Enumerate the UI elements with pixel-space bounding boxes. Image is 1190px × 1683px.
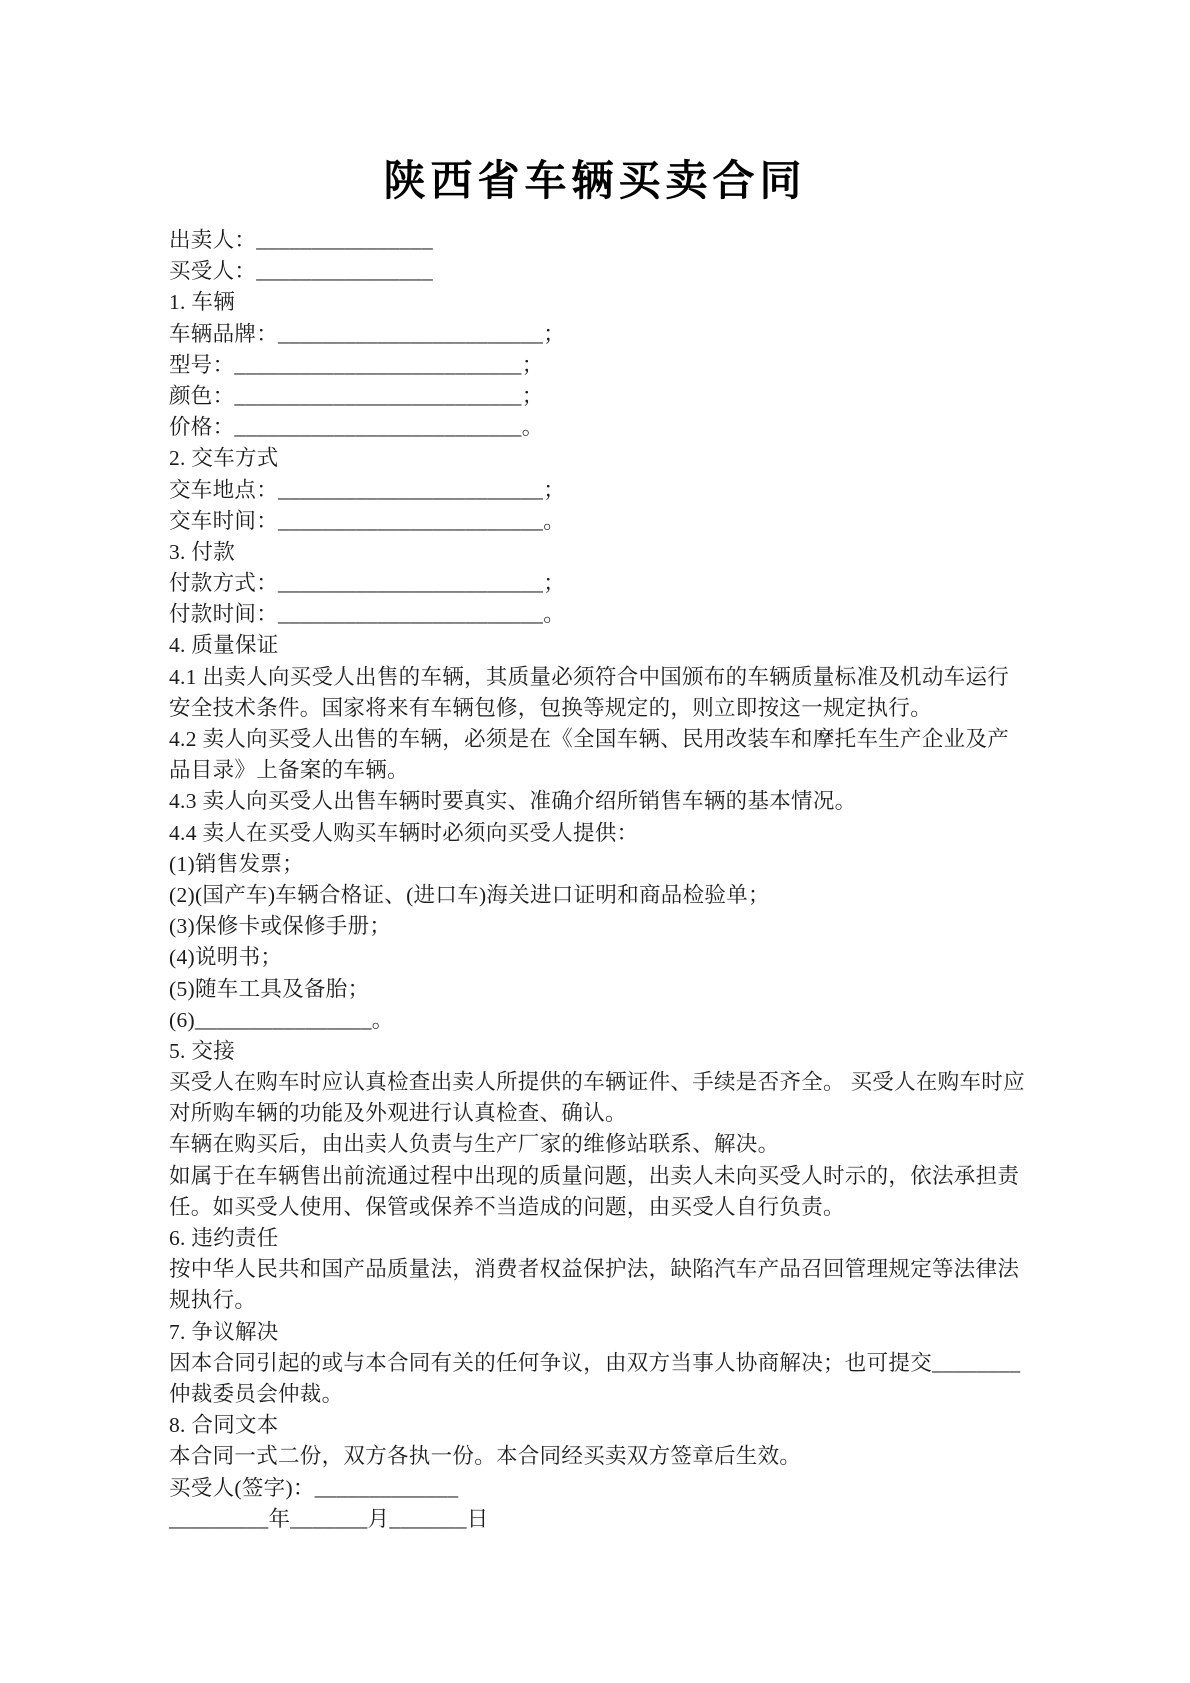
clause-5-line-5: 任。如买受人使用、保管或保养不当造成的问题，由买受人自行负责。 xyxy=(169,1194,845,1219)
clause-6-line-2: 规执行。 xyxy=(169,1288,257,1313)
document-title: 陕西省车辆买卖合同 xyxy=(383,159,807,205)
section-4-heading: 4. 质量保证 xyxy=(169,633,279,658)
delivery-place-field: 交车地点：________________________； xyxy=(169,477,566,502)
clause-6-line-1: 按中华人民共和国产品质量法，消费者权益保护法，缺陷汽车产品召回管理规定等法律法 xyxy=(169,1257,1020,1282)
clause-4-1-line-2: 安全技术条件。国家将来有车辆包修，包换等规定的，则立即按这一规定执行。 xyxy=(169,695,933,720)
provide-item-5: (5)随车工具及备胎； xyxy=(169,976,370,1001)
payment-method-field: 付款方式：________________________； xyxy=(169,571,566,596)
clause-5-line-2: 对所购车辆的功能及外观进行认真检查、确认。 xyxy=(169,1101,627,1126)
section-3-heading: 3. 付款 xyxy=(169,539,236,564)
section-7-heading: 7. 争议解决 xyxy=(169,1319,279,1344)
buyer-signature-field: 买受人(签字)：_____________ xyxy=(169,1475,459,1500)
date-field: _________年_______月_______日 xyxy=(169,1506,489,1531)
section-5-heading: 5. 交接 xyxy=(169,1038,236,1063)
contract-body xyxy=(169,225,1029,1535)
model-field: 型号：__________________________； xyxy=(169,352,544,377)
section-6-heading: 6. 违约责任 xyxy=(169,1226,279,1250)
clause-7-line-2: 仲裁委员会仲裁。 xyxy=(169,1381,344,1406)
payment-time-field: 付款时间：________________________。 xyxy=(169,602,566,627)
provide-item-2: (2)(国产车)车辆合格证、(进口车)海关进口证明和商品检验单； xyxy=(169,882,770,907)
provide-item-4: (4)说明书； xyxy=(169,945,283,970)
section-1-heading: 1. 车辆 xyxy=(169,290,236,315)
clause-4-4: 4.4 卖人在买受人购买车辆时必须向买受人提供： xyxy=(169,820,639,845)
provide-item-1: (1)销售发票； xyxy=(169,851,304,876)
section-8-heading: 8. 合同文本 xyxy=(169,1413,279,1438)
clause-4-2-line-2: 品目录》上备案的车辆。 xyxy=(169,758,409,783)
clause-5-line-4: 如属于在车辆售出前流通过程中出现的质量问题，出卖人未向买受人时示的，依法承担责 xyxy=(169,1163,1020,1188)
clause-7-line-1: 因本合同引起的或与本合同有关的任何争议，由双方当事人协商解决；也可提交________ xyxy=(169,1350,1021,1375)
price-field: 价格：__________________________。 xyxy=(169,415,544,440)
clause-4-3: 4.3 卖人向买受人出售车辆时要真实、准确介绍所销售车辆的基本情况。 xyxy=(169,789,857,814)
buyer-field: 买受人：________________ xyxy=(169,259,434,284)
clause-5-line-3: 车辆在购买后，由出卖人负责与生产厂家的维修站联系、解决。 xyxy=(169,1132,780,1157)
provide-item-3: (3)保修卡或保修手册； xyxy=(169,914,392,939)
clause-8-line-1: 本合同一式二份，双方各执一份。本合同经买卖双方签章后生效。 xyxy=(169,1444,802,1469)
seller-field: 出卖人：________________ xyxy=(169,228,434,252)
section-2-heading: 2. 交车方式 xyxy=(169,446,279,471)
delivery-time-field: 交车时间：________________________。 xyxy=(169,508,566,533)
color-field: 颜色：__________________________； xyxy=(169,383,544,408)
brand-field: 车辆品牌：________________________； xyxy=(169,321,566,346)
clause-4-2-line-1: 4.2 卖人向买受人出售的车辆，必须是在《全国车辆、民用改装车和摩托车生产企业及产 xyxy=(169,727,1010,751)
provide-item-6-field: (6)________________。 xyxy=(169,1007,394,1032)
clause-4-1-line-1: 4.1 出卖人向买受人出售的车辆，其质量必须符合中国颁布的车辆质量标准及机动车运行 xyxy=(169,664,1010,689)
clause-5-line-1: 买受人在购车时应认真检查出卖人所提供的车辆证件、手续是否齐全。 买受人在购车时应 xyxy=(169,1070,1025,1095)
